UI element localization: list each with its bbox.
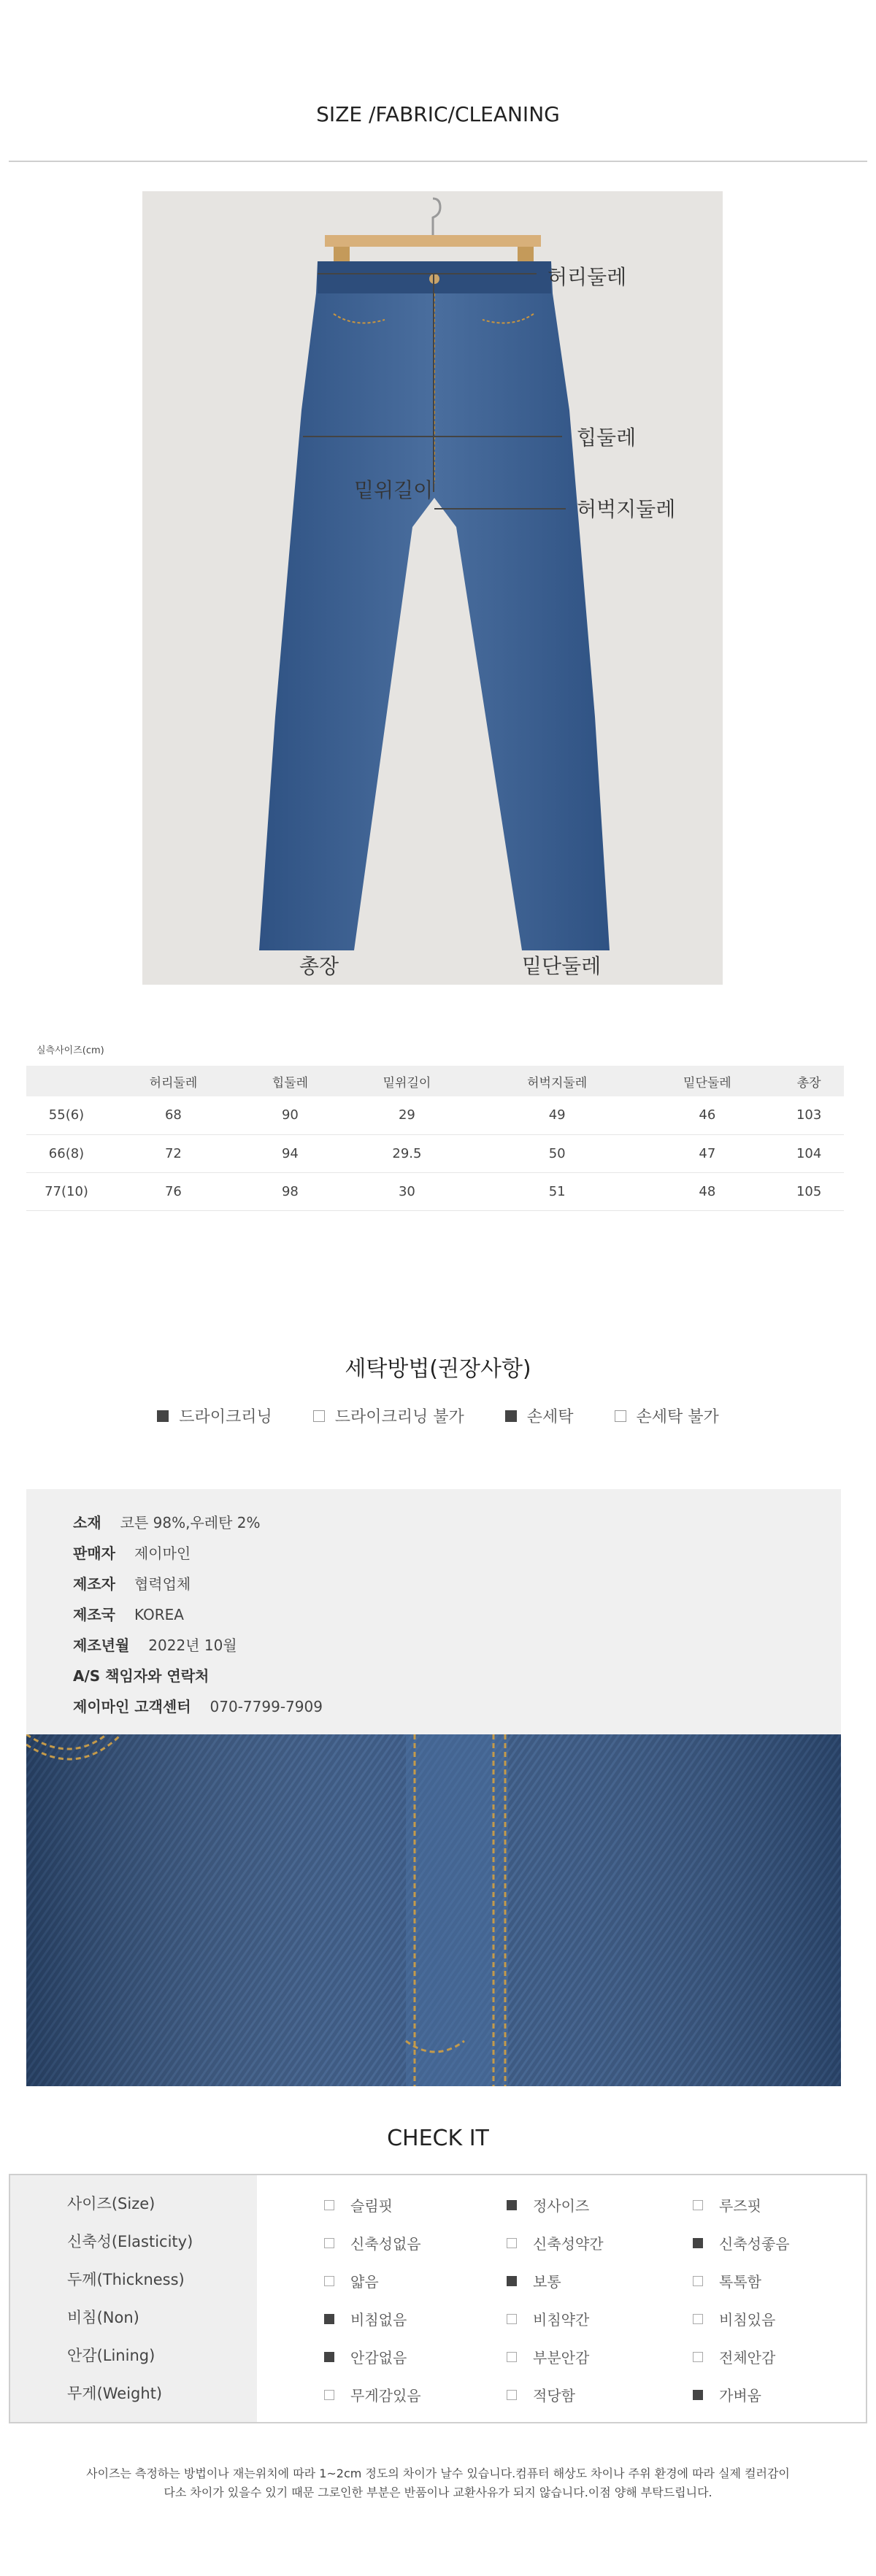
unchecked-box-icon [615,1410,626,1422]
unchecked-box-icon [324,2200,334,2210]
info-key: 제조국 [73,1606,115,1623]
check-option-label: 신축성좋음 [719,2235,790,2253]
info-row-maker [73,1572,191,1593]
table-cell: 76 [107,1172,240,1210]
table-cell: 51 [474,1172,641,1210]
hem-label: 밑단둘레 [522,954,602,978]
washing-option-label: 손세탁 불가 [636,1408,719,1426]
unchecked-box-icon [507,2352,517,2362]
info-row-cs [73,1695,323,1716]
info-value: KOREA [134,1606,184,1623]
checked-box-icon [157,1410,169,1422]
check-option [507,2384,575,2405]
check-option [507,2232,604,2253]
checked-box-icon [324,2352,334,2362]
thigh-line [434,508,566,510]
check-option-label: 신축성약간 [533,2235,604,2253]
check-option-label: 부분안감 [533,2349,590,2367]
unchecked-box-icon [507,2314,517,2324]
header-cell [26,1066,107,1096]
check-option-label: 비침있음 [719,2311,776,2329]
info-row-country [73,1603,184,1624]
unchecked-box-icon [693,2352,703,2362]
info-key: 제조년월 [73,1637,130,1654]
check-option [324,2270,379,2291]
washing-options [0,1404,876,1427]
info-row-material [73,1511,261,1532]
washing-option-no-dry [313,1404,464,1427]
check-option [693,2194,761,2215]
header-cell: 허벅지둘레 [474,1066,641,1096]
table-row [26,1172,844,1210]
info-value: 제이마인 [134,1545,191,1562]
washing-option-dry [157,1404,272,1427]
check-row-name: 두께(Thickness) [67,2271,185,2288]
fabric-closeup-photo [26,1734,841,2086]
washing-option-label: 손세탁 [526,1408,574,1426]
info-key: 판매자 [73,1545,115,1562]
checked-box-icon [505,1410,517,1422]
unchecked-box-icon [693,2314,703,2324]
size-label-cell: 77(10) [26,1172,107,1210]
page-title: SIZE /FABRIC/CLEANING [316,102,560,126]
check-option-label: 무게감있음 [350,2387,421,2404]
washing-option-hand [505,1404,574,1427]
checked-box-icon [324,2314,334,2324]
washing-option-label: 드라이크리닝 [179,1408,272,1426]
header-cell: 총장 [774,1066,844,1096]
rise-line [433,273,434,492]
check-option-label: 슬림핏 [350,2197,393,2215]
table-row [26,1096,844,1134]
denim-texture [26,1734,841,2086]
footer-note-line1: 사이즈는 측정하는 방법이나 재는위치에 따라 1~2cm 정도의 차이가 날수 있습니다.컴퓨터 해상도 차이나 주위 환경에 따라 실제 컬러감이 [86,2467,790,2480]
check-option [693,2384,761,2405]
unchecked-box-icon [693,2200,703,2210]
checked-box-icon [507,2200,517,2210]
check-title: CHECK IT [387,2126,489,2151]
check-row-name: 사이즈(Size) [67,2195,155,2212]
table-cell: 29 [340,1096,474,1134]
info-key: A/S 책임자와 연락처 [73,1667,210,1685]
table-cell: 98 [240,1172,340,1210]
thigh-label: 허벅지둘레 [577,497,676,521]
table-cell: 46 [640,1096,774,1134]
check-option-label: 톡톡함 [719,2273,761,2291]
check-row-name: 안감(Lining) [67,2347,155,2364]
info-value: 2022년 10월 [148,1637,237,1654]
check-option [324,2308,407,2329]
unchecked-box-icon [324,2238,334,2248]
info-key: 제조자 [73,1575,115,1593]
check-option [324,2232,421,2253]
header-cell: 밑위길이 [340,1066,474,1096]
washing-option-no-hand [615,1404,719,1427]
header-cell: 허리둘레 [107,1066,240,1096]
size-table [26,1066,844,1211]
table-cell: 90 [240,1096,340,1134]
check-option [693,2232,790,2253]
check-option [693,2270,761,2291]
hip-label: 힙둘레 [577,426,637,450]
size-label-cell: 55(6) [26,1096,107,1134]
unchecked-box-icon [507,2390,517,2400]
table-cell: 48 [640,1172,774,1210]
check-option-label: 얇음 [350,2273,379,2291]
length-label: 총장 [299,954,339,978]
table-cell: 68 [107,1096,240,1134]
check-option-label: 정사이즈 [533,2197,590,2215]
checked-box-icon [507,2276,517,2286]
table-cell: 47 [640,1134,774,1172]
info-row-as [73,1664,209,1685]
product-photo [142,191,723,985]
header-cell: 밑단둘레 [640,1066,774,1096]
unchecked-box-icon [507,2238,517,2248]
info-value: 코튼 98%,우레탄 2% [120,1514,261,1531]
waist-label: 허리둘레 [548,265,627,289]
unchecked-box-icon [693,2276,703,2286]
check-option-label: 전체안감 [719,2349,776,2367]
size-label-cell: 66(8) [26,1134,107,1172]
unchecked-box-icon [313,1410,325,1422]
info-row-date [73,1634,237,1655]
check-option-label: 비침약간 [533,2311,590,2329]
table-cell: 104 [774,1134,844,1172]
size-table-caption: 실측사이즈(cm) [36,1045,104,1056]
table-cell: 29.5 [340,1134,474,1172]
check-option [693,2346,775,2367]
info-key: 제이마인 고객센터 [73,1698,191,1715]
product-info-panel [26,1489,841,1734]
check-row-name: 무게(Weight) [67,2385,163,2402]
unchecked-box-icon [324,2276,334,2286]
washing-option-label: 드라이크리닝 불가 [334,1408,464,1426]
check-option-label: 비침없음 [350,2311,407,2329]
check-option-label: 적당함 [533,2387,575,2404]
unchecked-box-icon [324,2390,334,2400]
check-option-label: 신축성없음 [350,2235,421,2253]
info-value: 협력업체 [134,1575,191,1593]
check-option [507,2308,589,2329]
info-value: 070-7799-7909 [210,1698,323,1715]
check-option [324,2194,393,2215]
check-option-label: 가벼움 [719,2387,761,2404]
table-cell: 103 [774,1096,844,1134]
check-table [9,2174,867,2423]
info-key: 소재 [73,1514,101,1531]
check-option-label: 안감없음 [350,2349,407,2367]
header-cell: 힙둘레 [240,1066,340,1096]
check-row-name: 비침(Non) [67,2309,139,2326]
check-option [324,2384,421,2405]
rise-label: 밑위길이 [354,478,434,502]
check-row-name: 신축성(Elasticity) [67,2233,193,2250]
table-cell: 72 [107,1134,240,1172]
footer-note-line2: 다소 차이가 있을수 있기 때문 그로인한 부분은 반품이나 교환사유가 되지 않습니다.이점 양해 부탁드립니다. [164,2485,712,2499]
table-cell: 105 [774,1172,844,1210]
check-option [507,2346,589,2367]
table-cell: 94 [240,1134,340,1172]
table-cell: 50 [474,1134,641,1172]
check-option [693,2308,775,2329]
divider [9,161,867,162]
waist-line [318,273,537,274]
table-cell: 49 [474,1096,641,1134]
check-option [507,2270,561,2291]
table-cell: 30 [340,1172,474,1210]
check-option [507,2194,589,2215]
info-row-seller [73,1542,191,1563]
table-row [26,1134,844,1172]
check-option-label: 루즈핏 [719,2197,761,2215]
check-option [324,2346,407,2367]
check-option-label: 보통 [533,2273,561,2291]
washing-title: 세탁방법(권장사항) [345,1356,531,1382]
checked-box-icon [693,2238,703,2248]
table-header-row [26,1066,844,1096]
checked-box-icon [693,2390,703,2400]
